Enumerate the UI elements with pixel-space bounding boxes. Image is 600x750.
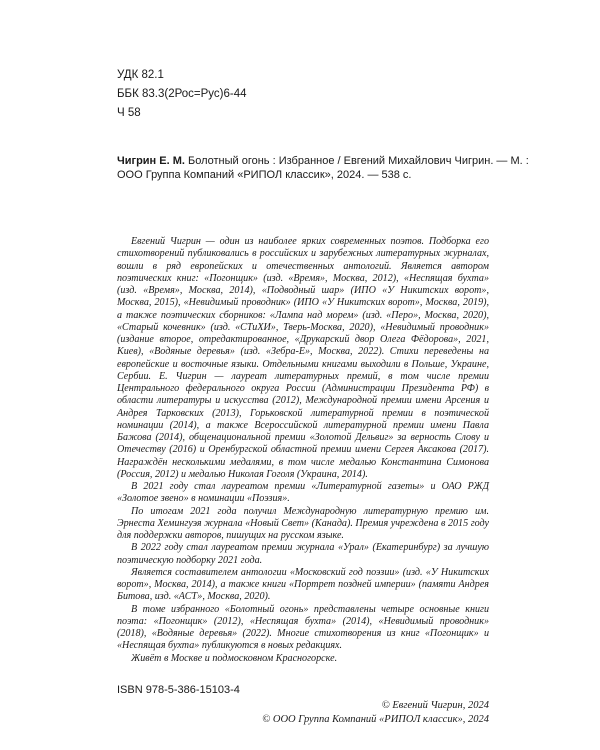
record-author: Чигрин Е. М. [117, 155, 185, 167]
annotation-paragraph: Является составителем антологии «Московский год поэзии» (изд. «У Никитских ворот», Москва, 2014), а также книги «Портрет поздней империи» (памяти Андрея Битова, изд. «АСТ», Москва, 2020). [117, 566, 489, 603]
isbn: ISBN 978-5-386-15103-4 [117, 684, 240, 696]
annotation-paragraph: Евгений Чигрин — один из наиболее ярких современных поэтов. Подборка его стихотворений публиковались в российских и зарубежных литературных журналах, вошли в ряд европейских и отечественных антологий. Является автором поэтических книг: «Погонщик» (изд. «Время», Москва, 2012), «Неспящая бухта» (изд. «Время», Москва, 2014), «Подводный шар» (ИПО «У Никитских ворот», Москва, 2015), «Невидимый проводник» (ИПО «У Никитских ворот», Москва, 2019), а также поэтических сборников: «Лампа над морем» (изд. «Перо», Москва, 2020), «Старый кочевник» (изд. «СТиХИ», Тверь-Москва, 2020), «Невидимый проводник» (издание второе, отредактированное, «Друкарский двор Олега Фёдорова», 2021, Киев), «Водяные деревья» (изд. «Зебра-Е», Москва, 2022). Стихи переведены на европейские и восточные языки. Отдельными книгами выходили в Польше, Украине, Сербии. Е. Чигрин — лауреат литературных премий, в том числе премии Центрального федерального округа России (Администрации Президента РФ) в области литературы и искусства (2012), Международной премии имени Арсения и Андрея Тарковских (2013), Горьковской литературной премии в поэтической номинации (2014), а также Всероссийской литературной премии имени Павла Бажова (2014), общенациональной премии «Золотой Дельвиг» за верность Слову и Отечеству (2016) и Оренбургской областной премии имени Сергея Аксакова (2017). Награждён несколькими медалями, в том числе медалью Константина Симонова (Россия, 2012) и медалью Николая Гоголя (Украина, 2014). [117, 236, 489, 480]
annotation-paragraph: В томе избранного «Болотный огонь» представлены четыре основные книги поэта: «Погонщик» (2012), «Неспящая бухта» (2014), «Невидимый проводник» (2018), «Водяные деревья» (2022). Многие стихотворения из книг «Погонщик» и «Неспящая бухта» публикуются в новых редакциях. [117, 603, 489, 652]
copyright-publisher: © ООО Группа Компаний «РИПОЛ классик», 2024 [262, 713, 489, 725]
annotation-paragraph: По итогам 2021 года получил Международную литературную премию им. Эрнеста Хемингуэя журнала «Новый Свет» (Канада). Премия учреждена в 2015 году для поддержки авторов, пишущих на русском языке. [117, 505, 489, 541]
record-publisher: ООО Группа Компаний «РИПОЛ классик», 2024. — 538 с. [117, 169, 412, 182]
annotation [117, 236, 489, 665]
annotation-paragraph: В 2021 году стал лауреатом премии «Литературной газеты» и ОАО РЖД «Золотое звено» в номинации «Поэзия». [117, 481, 489, 505]
copyright-author: © Евгений Чигрин, 2024 [381, 700, 489, 711]
author-mark: Ч 58 [117, 107, 141, 119]
bibliographic-record [117, 154, 529, 183]
bbk-code: ББК 83.3(2Рос=Рус)6-44 [117, 88, 247, 100]
classification-codes [117, 66, 247, 123]
record-title: Болотный огонь : Избранное / Евгений Михайлович Чигрин. — М. : [184, 155, 529, 167]
annotation-paragraph: В 2022 году стал лауреатом премии журнала «Урал» (Екатеринбург) за лучшую поэтическую подборку 2021 года. [117, 542, 489, 566]
copyright-block [262, 699, 489, 726]
udk-code: УДК 82.1 [117, 69, 164, 81]
annotation-paragraph: Живёт в Москве и подмосковном Красногорске. [131, 652, 338, 664]
